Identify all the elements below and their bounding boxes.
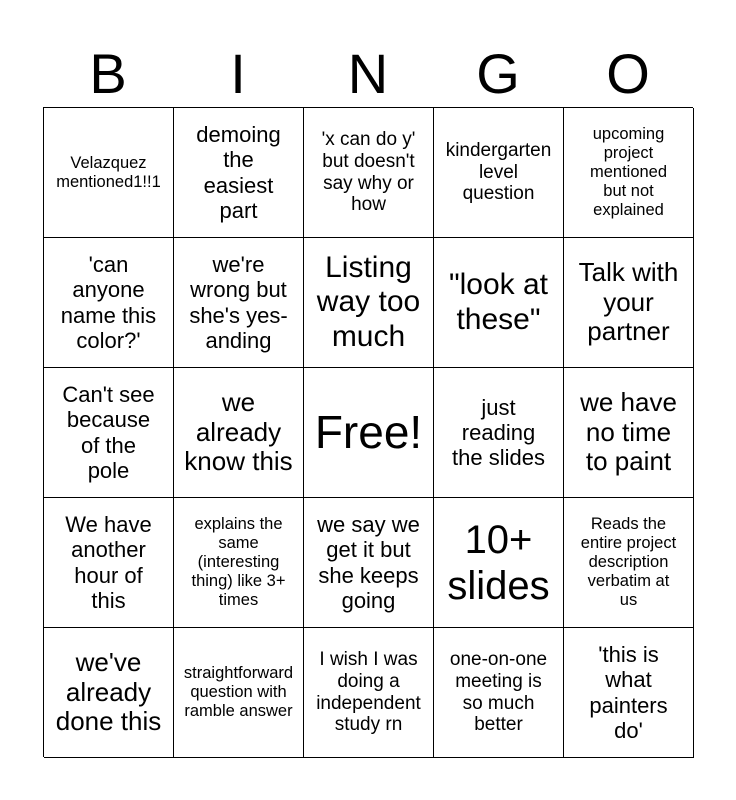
bingo-cell-r2c4[interactable] bbox=[434, 238, 564, 368]
header-letter-o: O bbox=[606, 42, 650, 105]
bingo-cell-r3c5[interactable] bbox=[564, 368, 694, 498]
bingo-cell-r1c2[interactable] bbox=[174, 108, 304, 238]
cell-text: upcoming project mentioned but not explained bbox=[589, 125, 668, 219]
bingo-cell-r1c4[interactable] bbox=[434, 108, 564, 238]
cell-text: Listing way too much bbox=[316, 250, 421, 353]
cell-text: explains the same (interesting thing) like 3+ times bbox=[191, 515, 286, 609]
cell-text: we have no time to paint bbox=[580, 386, 677, 477]
bingo-cell-r2c5[interactable] bbox=[564, 238, 694, 368]
cell-text: we're wrong but she's yes- anding bbox=[189, 251, 288, 353]
bingo-cell-r1c3[interactable] bbox=[304, 108, 434, 238]
bingo-cell-r4c2[interactable] bbox=[174, 498, 304, 628]
cell-text: Talk with your partner bbox=[578, 256, 679, 347]
header-letter-b: B bbox=[89, 42, 127, 105]
free-space: Free! bbox=[314, 406, 423, 459]
header-letter-g: G bbox=[476, 42, 520, 105]
header-letter-n: N bbox=[347, 42, 389, 105]
cell-text: "look at these" bbox=[448, 268, 549, 336]
bingo-cell-r5c5[interactable] bbox=[564, 628, 694, 758]
bingo-cell-r3c3[interactable] bbox=[304, 368, 434, 498]
header-letter-i: I bbox=[230, 42, 246, 105]
cell-text: 'x can do y' but doesn't say why or how bbox=[321, 128, 416, 216]
cell-text: we already know this bbox=[184, 386, 293, 477]
bingo-cell-r4c4[interactable] bbox=[434, 498, 564, 628]
bingo-cell-r4c5[interactable] bbox=[564, 498, 694, 628]
cell-text: Can't see because of the pole bbox=[62, 381, 155, 483]
cell-text: demoing the easiest part bbox=[196, 121, 281, 223]
bingo-cell-r5c3[interactable] bbox=[304, 628, 434, 758]
cell-text: we say we get it but she keeps going bbox=[317, 511, 420, 613]
bingo-cell-r2c2[interactable] bbox=[174, 238, 304, 368]
cell-text: Reads the entire project description verbatim at us bbox=[580, 515, 677, 609]
bingo-header bbox=[43, 40, 693, 108]
cell-text: just reading the slides bbox=[452, 394, 545, 471]
bingo-cell-r2c1[interactable] bbox=[44, 238, 174, 368]
bingo-board bbox=[43, 107, 693, 757]
cell-text: We have another hour of this bbox=[65, 511, 152, 613]
cell-text: 'this is what painters do' bbox=[589, 641, 668, 743]
bingo-cell-r2c3[interactable] bbox=[304, 238, 434, 368]
cell-text: 10+ slides bbox=[447, 517, 550, 608]
bingo-cell-r3c2[interactable] bbox=[174, 368, 304, 498]
cell-text: straightforward question with ramble answer bbox=[183, 664, 294, 720]
bingo-cell-r1c1[interactable] bbox=[44, 108, 174, 238]
cell-text: kindergarten level question bbox=[445, 139, 552, 205]
bingo-cell-r3c4[interactable] bbox=[434, 368, 564, 498]
cell-text: 'can anyone name this color?' bbox=[60, 251, 157, 353]
bingo-cell-r3c1[interactable] bbox=[44, 368, 174, 498]
bingo-cell-r5c4[interactable] bbox=[434, 628, 564, 758]
cell-text: we've already done this bbox=[55, 646, 162, 737]
bingo-cell-r4c3[interactable] bbox=[304, 498, 434, 628]
bingo-cell-r5c1[interactable] bbox=[44, 628, 174, 758]
bingo-cell-r5c2[interactable] bbox=[174, 628, 304, 758]
cell-text: Velazquez mentioned1!!1 bbox=[56, 153, 161, 191]
bingo-cell-r1c5[interactable] bbox=[564, 108, 694, 238]
bingo-cell-r4c1[interactable] bbox=[44, 498, 174, 628]
cell-text: I wish I was doing a independent study rn bbox=[316, 648, 421, 736]
cell-text: one-on-one meeting is so much better bbox=[449, 648, 548, 736]
